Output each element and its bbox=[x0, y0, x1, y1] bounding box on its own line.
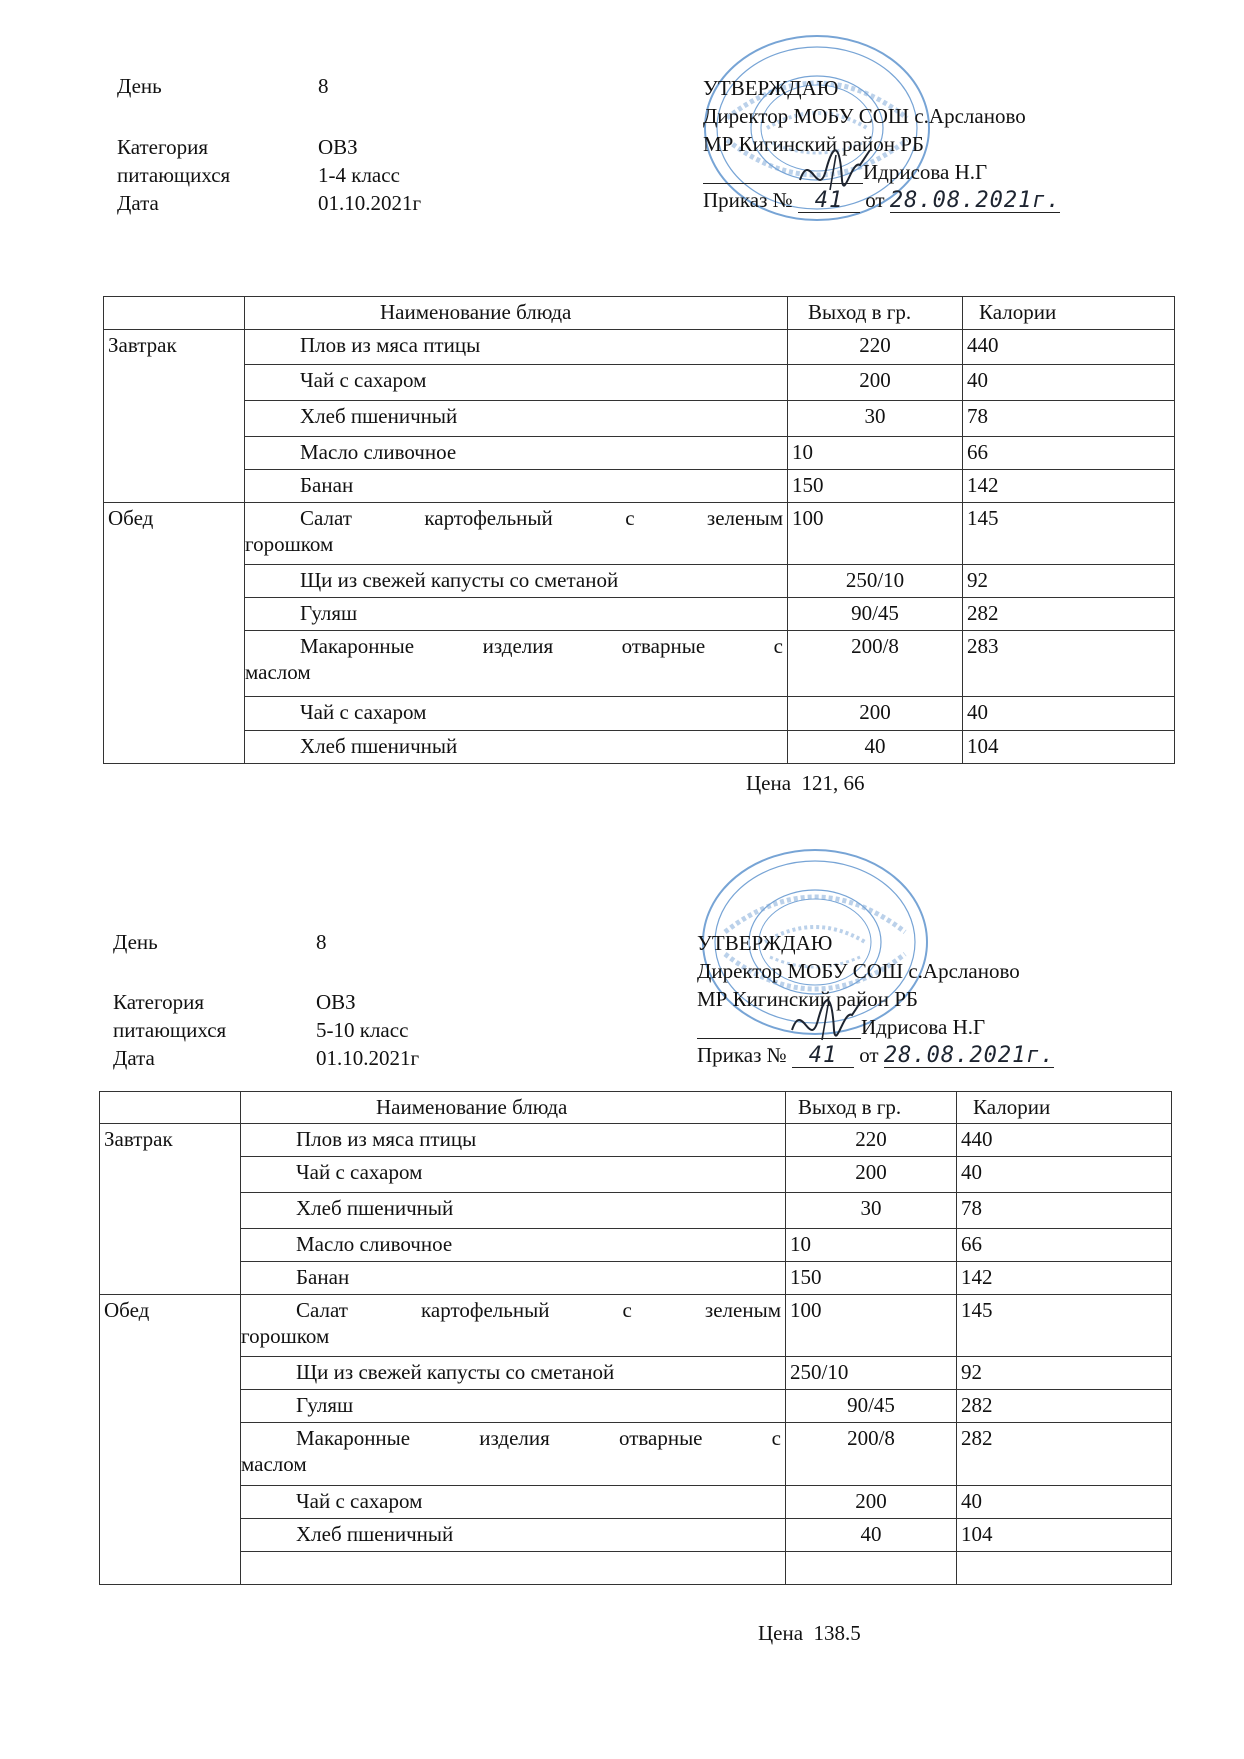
dish-calories: 66 bbox=[957, 1229, 1172, 1262]
category-label: Категория bbox=[113, 990, 204, 1014]
signature-line bbox=[703, 158, 1060, 186]
price-value: 121, 66 bbox=[801, 771, 865, 795]
dish-output: 150 bbox=[786, 1262, 957, 1295]
class-value: 5-10 класс bbox=[316, 1018, 409, 1042]
dish-name-line1: Макаронные изделия отварные с bbox=[296, 1426, 781, 1450]
dish-output: 200/8 bbox=[786, 1423, 957, 1486]
table-row bbox=[104, 330, 1175, 365]
order-from: от bbox=[859, 1043, 879, 1067]
table-header-row bbox=[100, 1092, 1172, 1124]
district-line: МР Кигинский район РБ bbox=[703, 132, 924, 156]
dish-output: 30 bbox=[788, 401, 963, 437]
dish-output: 10 bbox=[788, 437, 963, 470]
category-label: Категория bbox=[117, 135, 208, 159]
dish-calories: 66 bbox=[963, 437, 1175, 470]
dish-calories: 104 bbox=[963, 731, 1175, 764]
dish-calories: 40 bbox=[963, 697, 1175, 731]
dish-name-line1: Макаронные изделия отварные с bbox=[300, 634, 783, 658]
approval-block bbox=[703, 74, 1060, 214]
dish-output: 220 bbox=[788, 330, 963, 365]
dish-name-line2: маслом bbox=[245, 660, 311, 684]
meal-label-breakfast: Завтрак bbox=[100, 1124, 241, 1295]
dish-name-line2: горошком bbox=[245, 532, 334, 556]
handwritten-signature bbox=[782, 990, 872, 1060]
dish-name-line1: Салат картофельный с зеленым bbox=[296, 1298, 781, 1322]
day-label: День bbox=[113, 930, 158, 954]
approval-title: УТВЕРЖДАЮ bbox=[697, 931, 833, 955]
dish-calories: 104 bbox=[957, 1519, 1172, 1552]
director-title: Директор МОБУ СОШ с.Арсланово bbox=[697, 959, 1020, 983]
table-row bbox=[100, 1486, 1172, 1519]
dish-calories: 78 bbox=[957, 1193, 1172, 1229]
table-row bbox=[100, 1357, 1172, 1390]
dish-calories: 440 bbox=[963, 330, 1175, 365]
menu-table bbox=[99, 1091, 1172, 1585]
header-dish: Наименование блюда bbox=[245, 297, 788, 330]
price bbox=[746, 771, 865, 796]
dish-output: 200 bbox=[788, 697, 963, 731]
dish-output: 40 bbox=[786, 1519, 957, 1552]
district-line: МР Кигинский район РБ bbox=[697, 987, 918, 1011]
table-row bbox=[104, 437, 1175, 470]
dish-output: 100 bbox=[788, 503, 963, 565]
table-header-row bbox=[104, 297, 1175, 330]
menu-table bbox=[103, 296, 1175, 764]
table-row bbox=[100, 1519, 1172, 1552]
date-value: 01.10.2021г bbox=[318, 191, 422, 215]
table-row-empty bbox=[100, 1552, 1172, 1585]
table-row bbox=[100, 1124, 1172, 1157]
table-row bbox=[104, 565, 1175, 598]
dish-calories: 40 bbox=[957, 1157, 1172, 1193]
table-row bbox=[104, 697, 1175, 731]
dish-calories: 142 bbox=[957, 1262, 1172, 1295]
order-date: 28.08.2021г. bbox=[883, 1043, 1055, 1068]
signer-name: Идрисова Н.Г bbox=[861, 1015, 986, 1039]
dish-output: 150 bbox=[788, 470, 963, 503]
order-line bbox=[703, 186, 1060, 214]
dish-calories: 78 bbox=[963, 401, 1175, 437]
table-row bbox=[104, 731, 1175, 764]
dish-output: 200/8 bbox=[788, 631, 963, 697]
date-value: 01.10.2021г bbox=[316, 1046, 420, 1070]
dish-calories: 142 bbox=[963, 470, 1175, 503]
price bbox=[758, 1621, 861, 1646]
day-value: 8 bbox=[318, 74, 329, 98]
header-output: Выход в гр. bbox=[786, 1092, 957, 1124]
dish-output: 10 bbox=[786, 1229, 957, 1262]
handwritten-signature bbox=[790, 140, 880, 210]
dish-name bbox=[241, 1423, 786, 1486]
table-row bbox=[104, 598, 1175, 631]
day-value: 8 bbox=[316, 930, 327, 954]
table-row bbox=[100, 1295, 1172, 1357]
dish-name-line1: Салат картофельный с зеленым bbox=[300, 506, 783, 530]
price-label: Цена bbox=[758, 1621, 804, 1645]
dish-calories: 92 bbox=[957, 1357, 1172, 1390]
meal-label-lunch: Обед bbox=[100, 1295, 241, 1585]
dish-name: Щи из свежей капусты со сметаной bbox=[241, 1357, 786, 1390]
dish-name-line2: горошком bbox=[241, 1324, 330, 1348]
dish-calories: 282 bbox=[957, 1390, 1172, 1423]
dish-output: 220 bbox=[786, 1124, 957, 1157]
director-title: Директор МОБУ СОШ с.Арсланово bbox=[703, 104, 1026, 128]
table-row bbox=[100, 1229, 1172, 1262]
dish-calories: 92 bbox=[963, 565, 1175, 598]
order-line bbox=[697, 1041, 1054, 1069]
header-calories: Калории bbox=[963, 297, 1175, 330]
approval-title: УТВЕРЖДАЮ bbox=[703, 76, 839, 100]
dish-output: 90/45 bbox=[788, 598, 963, 631]
table-row bbox=[100, 1390, 1172, 1423]
table-row bbox=[104, 631, 1175, 697]
dish-name: Чай с сахаром bbox=[245, 365, 788, 401]
dish-calories: 282 bbox=[957, 1423, 1172, 1486]
order-from: от bbox=[865, 188, 885, 212]
dish-calories: 40 bbox=[957, 1486, 1172, 1519]
dish-calories: 283 bbox=[963, 631, 1175, 697]
day-label: День bbox=[117, 74, 162, 98]
order-number: 41 bbox=[798, 190, 860, 213]
table-row bbox=[100, 1423, 1172, 1486]
dish-output: 200 bbox=[786, 1486, 957, 1519]
dish-name: Щи из свежей капусты со сметаной bbox=[245, 565, 788, 598]
dish-calories: 282 bbox=[963, 598, 1175, 631]
dish-name: Банан bbox=[241, 1262, 786, 1295]
price-label: Цена bbox=[746, 771, 792, 795]
table-row bbox=[100, 1262, 1172, 1295]
dish-output: 200 bbox=[788, 365, 963, 401]
dish-name bbox=[245, 631, 788, 697]
table-row bbox=[100, 1193, 1172, 1229]
dish-output: 90/45 bbox=[786, 1390, 957, 1423]
dish-calories: 40 bbox=[963, 365, 1175, 401]
table-row bbox=[104, 401, 1175, 437]
date-label: Дата bbox=[113, 1046, 155, 1070]
dish-name: Банан bbox=[245, 470, 788, 503]
dish-calories: 440 bbox=[957, 1124, 1172, 1157]
order-date: 28.08.2021г. bbox=[889, 188, 1061, 213]
dish-name: Гуляш bbox=[245, 598, 788, 631]
header-calories: Калории bbox=[957, 1092, 1172, 1124]
category-label-2: питающихся bbox=[113, 1018, 227, 1042]
signer-name: Идрисова Н.Г bbox=[863, 160, 988, 184]
dish-name bbox=[241, 1295, 786, 1357]
category-label-2: питающихся bbox=[117, 163, 231, 187]
dish-output: 200 bbox=[786, 1157, 957, 1193]
header-output: Выход в гр. bbox=[788, 297, 963, 330]
dish-name: Чай с сахаром bbox=[241, 1486, 786, 1519]
approval-block bbox=[697, 929, 1054, 1069]
dish-name-line2: маслом bbox=[241, 1452, 307, 1476]
order-label: Приказ № bbox=[697, 1043, 787, 1067]
dish-name: Гуляш bbox=[241, 1390, 786, 1423]
date-label: Дата bbox=[117, 191, 159, 215]
dish-name: Хлеб пшеничный bbox=[245, 731, 788, 764]
class-value: 1-4 класс bbox=[318, 163, 400, 187]
dish-name: Чай с сахаром bbox=[245, 697, 788, 731]
meal-label-breakfast: Завтрак bbox=[104, 330, 245, 503]
category-value: ОВЗ bbox=[318, 135, 358, 159]
dish-calories: 145 bbox=[963, 503, 1175, 565]
dish-name: Хлеб пшеничный bbox=[245, 401, 788, 437]
dish-output: 250/10 bbox=[788, 565, 963, 598]
category-value: ОВЗ bbox=[316, 990, 356, 1014]
dish-name: Хлеб пшеничный bbox=[241, 1519, 786, 1552]
dish-name: Масло сливочное bbox=[241, 1229, 786, 1262]
dish-name bbox=[245, 503, 788, 565]
table-row bbox=[104, 503, 1175, 565]
dish-name: Масло сливочное bbox=[245, 437, 788, 470]
dish-name: Плов из мяса птицы bbox=[245, 330, 788, 365]
dish-output: 30 bbox=[786, 1193, 957, 1229]
header-dish: Наименование блюда bbox=[241, 1092, 786, 1124]
dish-output: 250/10 bbox=[786, 1357, 957, 1390]
dish-output: 40 bbox=[788, 731, 963, 764]
signature-line bbox=[697, 1013, 1054, 1041]
dish-calories: 145 bbox=[957, 1295, 1172, 1357]
order-label: Приказ № bbox=[703, 188, 793, 212]
dish-name: Чай с сахаром bbox=[241, 1157, 786, 1193]
table-row bbox=[104, 470, 1175, 503]
dish-output: 100 bbox=[786, 1295, 957, 1357]
dish-name: Хлеб пшеничный bbox=[241, 1193, 786, 1229]
price-value: 138.5 bbox=[813, 1621, 861, 1645]
table-row bbox=[100, 1157, 1172, 1193]
order-number: 41 bbox=[792, 1045, 854, 1068]
meal-label-lunch: Обед bbox=[104, 503, 245, 764]
dish-name: Плов из мяса птицы bbox=[241, 1124, 786, 1157]
table-row bbox=[104, 365, 1175, 401]
